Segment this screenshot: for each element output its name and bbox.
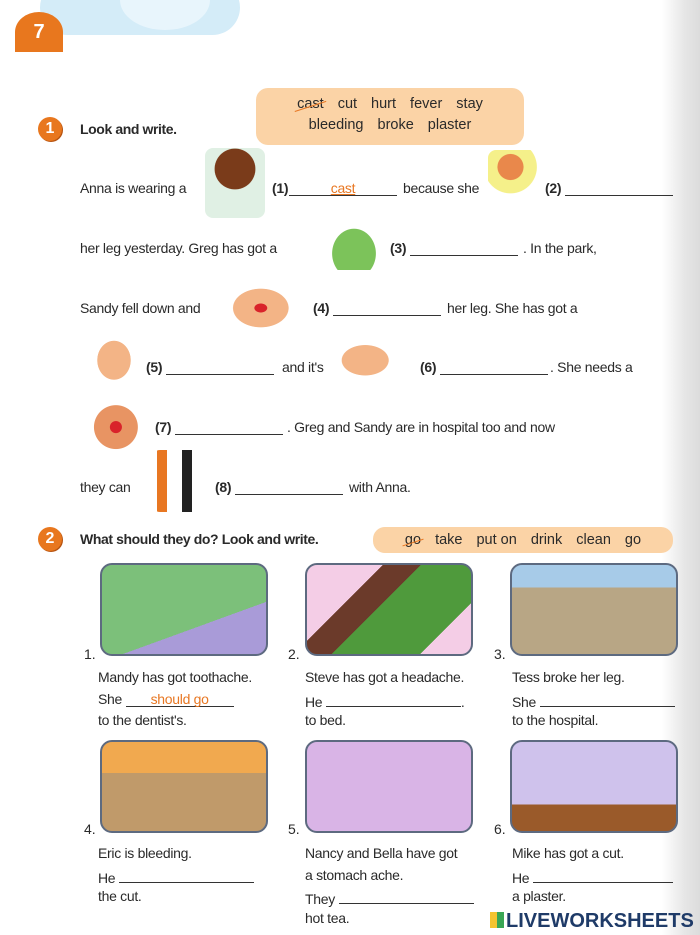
- blank-number: (2): [545, 180, 562, 196]
- word-bank-word: stay: [456, 96, 483, 112]
- item-subject: They: [305, 891, 335, 907]
- boy-in-bed-illustration: [320, 215, 388, 270]
- finger-cut-illustration: [88, 330, 140, 385]
- word-bank: [373, 527, 673, 553]
- bleeding-finger-illustration: [340, 330, 412, 385]
- item-sentence: Nancy and Bella have got: [305, 845, 458, 861]
- sentence-text: . In the park,: [523, 240, 597, 256]
- item-sentence: to the dentist's.: [98, 712, 187, 728]
- stomach-ache-picture: [305, 740, 473, 833]
- sentence-text: they can: [80, 479, 131, 495]
- exercise-number-badge: 2: [38, 527, 62, 551]
- answer-input-2-3[interactable]: [540, 691, 675, 707]
- answer-input-2-4[interactable]: [119, 867, 254, 883]
- item-sentence: a stomach ache.: [305, 867, 404, 883]
- item-number: 4.: [84, 821, 96, 837]
- item-number: 2.: [288, 646, 300, 662]
- word-bank-word: bleeding: [308, 117, 364, 133]
- girl-with-fever-illustration: [488, 150, 538, 218]
- item-number: 1.: [84, 646, 96, 662]
- toothache-picture: [100, 563, 268, 656]
- word-bank-word: cast: [297, 96, 324, 112]
- hand-plaster-illustration: [88, 393, 150, 455]
- item-sentence: hot tea.: [305, 910, 350, 926]
- item-sentence: Mike has got a cut.: [512, 845, 624, 861]
- sentence-text: . Greg and Sandy are in hospital too and now: [287, 419, 555, 435]
- bleeding-picture: [100, 740, 268, 833]
- sentence-text: Anna is wearing a: [80, 180, 187, 196]
- word-bank-word: put on: [476, 532, 517, 548]
- item-sentence: Mandy has got toothache.: [98, 669, 252, 685]
- word-bank-word: go: [624, 532, 642, 548]
- word-bank-word: fever: [410, 96, 443, 112]
- word-bank-word: clean: [576, 532, 611, 548]
- sentence-text: her leg yesterday. Greg has got a: [80, 240, 277, 256]
- answer-input-2[interactable]: [565, 180, 673, 196]
- item-subject: She: [98, 691, 123, 707]
- logo-icon: [490, 912, 504, 928]
- liveworksheets-logo: LIVEWORKSHEETS: [490, 910, 694, 933]
- broken-leg-picture: [510, 563, 678, 656]
- exercise-number-badge: 1: [38, 117, 62, 141]
- answer-input-2-6[interactable]: [533, 867, 673, 883]
- exercise-title: Look and write.: [80, 121, 177, 137]
- unit-badge: 7: [15, 12, 63, 52]
- sentence-text: because she: [403, 180, 480, 196]
- girl-with-cast-illustration: [205, 148, 265, 218]
- item-sentence: to bed.: [305, 712, 346, 728]
- item-subject: He: [305, 694, 323, 710]
- answer-input-2-2[interactable]: [326, 691, 461, 707]
- answer-input-7[interactable]: [175, 419, 283, 435]
- item-sentence: the cut.: [98, 888, 142, 904]
- answer-input-4[interactable]: [333, 300, 441, 316]
- answer-input-3[interactable]: [410, 240, 518, 256]
- item-sentence: Tess broke her leg.: [512, 669, 625, 685]
- blank-number: (3): [390, 240, 407, 256]
- item-sentence: Eric is bleeding.: [98, 845, 192, 861]
- blank-number: (7): [155, 419, 172, 435]
- item-number: 6.: [494, 821, 506, 837]
- blank-number: (4): [313, 300, 330, 316]
- blank-number: (8): [215, 479, 232, 495]
- word-bank-word: go: [404, 532, 422, 548]
- headache-picture: [305, 563, 473, 656]
- blank-number: (1): [272, 180, 289, 196]
- answer-input-2-1[interactable]: should go: [126, 691, 234, 707]
- boy-with-dog-illustration: [152, 450, 202, 512]
- answer-input-6[interactable]: [440, 359, 548, 375]
- blank-number: (5): [146, 359, 163, 375]
- hurt-foot-illustration: [232, 278, 304, 328]
- answer-input-8[interactable]: [235, 479, 343, 495]
- word-bank-word: cut: [337, 96, 358, 112]
- item-sentence: Steve has got a headache.: [305, 669, 465, 685]
- item-sentence: a plaster.: [512, 888, 566, 904]
- word-bank: [256, 88, 524, 145]
- answer-input-1[interactable]: cast: [289, 180, 397, 196]
- word-bank-word: plaster: [427, 117, 472, 133]
- word-bank-word: take: [435, 532, 463, 548]
- word-bank-word: broke: [377, 117, 414, 133]
- sentence-text: her leg. She has got a: [447, 300, 578, 316]
- word-bank-word: hurt: [371, 96, 397, 112]
- word-bank-word: drink: [530, 532, 563, 548]
- item-number: 5.: [288, 821, 300, 837]
- blank-number: (6): [420, 359, 437, 375]
- sentence-text: with Anna.: [349, 479, 411, 495]
- sentence-text: Sandy fell down and: [80, 300, 201, 316]
- answer-input-2-5[interactable]: [339, 888, 474, 904]
- item-subject: He: [98, 870, 116, 886]
- item-number: 3.: [494, 646, 506, 662]
- item-subject: He: [512, 870, 530, 886]
- item-sentence: to the hospital.: [512, 712, 599, 728]
- cut-finger-picture: [510, 740, 678, 833]
- exercise-title: What should they do? Look and write.: [80, 531, 319, 547]
- item-subject: She: [512, 694, 537, 710]
- answer-input-5[interactable]: [166, 359, 274, 375]
- sentence-text: and it's: [282, 359, 324, 375]
- sentence-text: . She needs a: [550, 359, 633, 375]
